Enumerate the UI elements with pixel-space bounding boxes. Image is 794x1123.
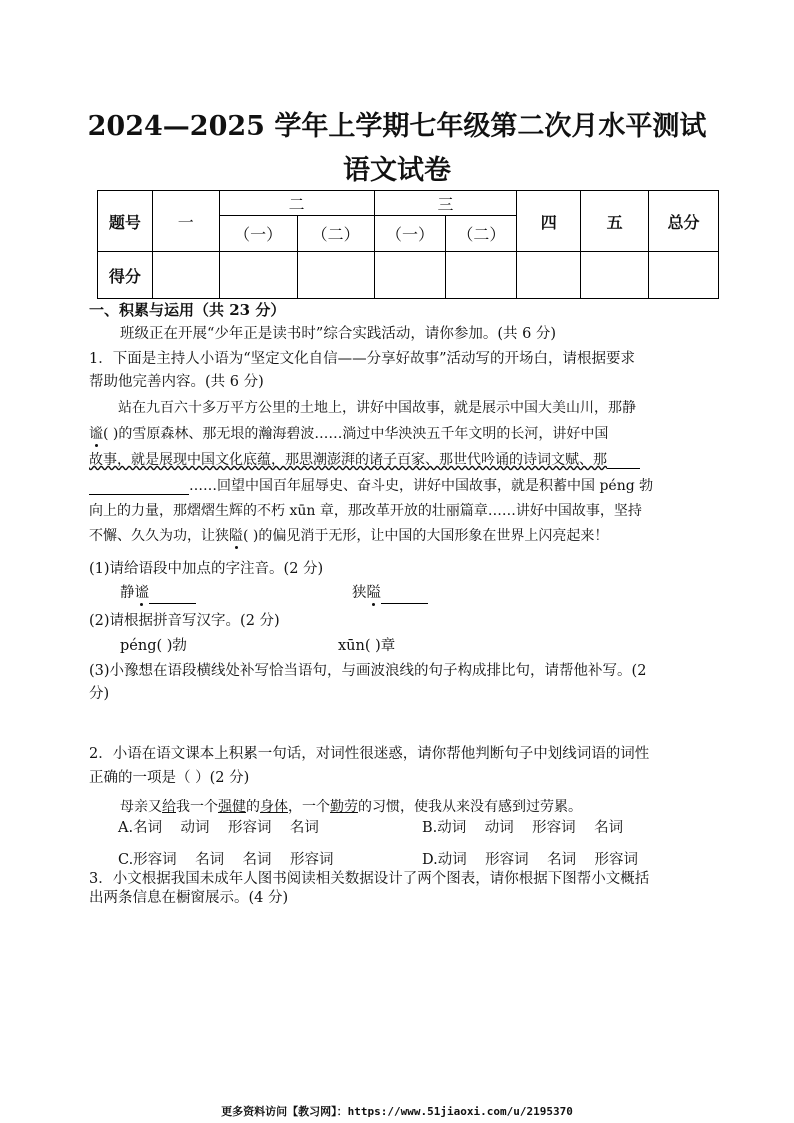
section1-intro: 班级正在开展“少年正是读书时”综合实践活动，请你参加。(共 6 分) [120, 326, 557, 342]
passage-line: ……回望中国百年屈辱史、奋斗史，讲好中国故事，就是积蓄中国 péng 勃 [89, 475, 653, 495]
exam-title: 2024—2025 学年上学期七年级第二次月水平测试 [87, 111, 707, 142]
passage-line: 站在九百六十多万平方公里的土地上，讲好中国故事，就是展示中国大美山川，那静 [118, 400, 636, 416]
score-cell[interactable] [374, 252, 446, 299]
q1-sub3-label-line1: (3)小豫想在语段横线处补写恰当语句，与画波浪线的句子构成排比句，请帮他补写。(2 [89, 663, 647, 679]
passage-line [89, 449, 640, 469]
q2-option-b[interactable]: B.动词 动词 形容词 名词 [422, 820, 624, 836]
q1-sub1-word2: 狭隘 [352, 583, 428, 604]
passage-line: 向上的力量，那熠熠生辉的不朽 xūn 章，那改革开放的壮丽篇章……讲好中国故事，坚持 [89, 503, 642, 519]
header-tihao: 题号 [98, 191, 153, 252]
header-section-5: 五 [581, 191, 649, 252]
wavy-sentence: 故事，就是展现中国文化底蕴，那思潮澎湃的诸子百家、那世代吟诵的诗词文赋、那 [89, 452, 607, 468]
dotted-char: 隘 [229, 528, 243, 544]
header-section-1: 一 [152, 191, 219, 252]
q1-sub1-label: (1)请给语段中加点的字注音。(2 分) [89, 561, 324, 577]
answer-blank[interactable] [149, 589, 196, 604]
q2-option-a[interactable]: A.名词 动词 形容词 名词 [118, 820, 319, 836]
score-table [97, 190, 719, 299]
q1-sub2-label: (2)请根据拼音写汉字。(2 分) [89, 613, 280, 629]
score-cell[interactable] [297, 252, 374, 299]
q1-sub2-word2[interactable]: xūn( )章 [338, 638, 396, 654]
q1-stem-line1: 1．下面是主持人小语为“坚定文化自信——分享好故事”活动写的开场白，请根据要求 [89, 351, 636, 367]
passage-line: 谧( )的雪原森林、那无垠的瀚海碧波……淌过中华泱泱五千年文明的长河，讲好中国 [89, 426, 609, 442]
q2-option-c[interactable]: C.形容词 名词 名词 形容词 [118, 852, 334, 868]
underlined-word: 强健 [218, 799, 246, 815]
dotted-char: 谧 [89, 426, 103, 442]
header-3-part2: （二） [446, 216, 517, 252]
score-cell[interactable] [649, 252, 719, 299]
score-cell[interactable] [446, 252, 517, 299]
score-cell[interactable] [581, 252, 649, 299]
header-section-4: 四 [517, 191, 581, 252]
exam-subtitle: 语文试卷 [343, 155, 451, 186]
q2-stem-line1: 2．小语在语文课本上积累一句话，对词性很迷惑，请你帮他判断句子中划线词语的词性 [89, 746, 650, 762]
q1-sub2-word1[interactable]: péng( )勃 [120, 638, 187, 654]
fill-blank[interactable] [607, 454, 640, 469]
header-section-2: 二 [219, 191, 374, 216]
q2-stem-line2: 正确的一项是（ ）(2 分) [89, 770, 250, 786]
underlined-word: 给 [162, 799, 176, 815]
underlined-word: 身体 [260, 799, 288, 815]
q1-stem-line2: 帮助他完善内容。(共 6 分) [89, 374, 264, 390]
passage-line: 不懈、久久为功，让狭隘( )的偏见消于无形，让中国的大国形象在世界上闪亮起来！ [89, 528, 609, 544]
answer-blank[interactable] [381, 589, 428, 604]
q1-sub1-word1: 静谧 [120, 583, 196, 604]
footer-link[interactable]: 更多资料访问【教习网】：https://www.51jiaoxi.com/u/2195370 [221, 1105, 573, 1118]
q3-stem-line2: 出两条信息在橱窗展示。(4 分) [89, 890, 289, 906]
q3-stem-line1: 3．小文根据我国未成年人图书阅读相关数据设计了两个图表，请你根据下图帮小文概括 [89, 871, 650, 887]
score-cell[interactable] [219, 252, 297, 299]
header-2-part2: （二） [297, 216, 374, 252]
header-section-3: 三 [374, 191, 517, 216]
underlined-word: 勤劳 [330, 799, 358, 815]
header-total: 总分 [649, 191, 719, 252]
fill-blank[interactable] [89, 480, 189, 495]
score-cell[interactable] [152, 252, 219, 299]
section1-heading: 一、积累与运用（共 23 分） [89, 301, 286, 319]
q1-sub3-label-line2: 分) [89, 686, 110, 702]
header-3-part1: （一） [374, 216, 446, 252]
row-score-label: 得分 [98, 252, 153, 299]
header-2-part1: （一） [219, 216, 297, 252]
q2-sentence: 母亲又给我一个强健的身体，一个勤劳的习惯，使我从来没有感到过劳累。 [120, 799, 582, 815]
score-cell[interactable] [517, 252, 581, 299]
q2-option-d[interactable]: D.动词 形容词 名词 形容词 [422, 852, 639, 868]
